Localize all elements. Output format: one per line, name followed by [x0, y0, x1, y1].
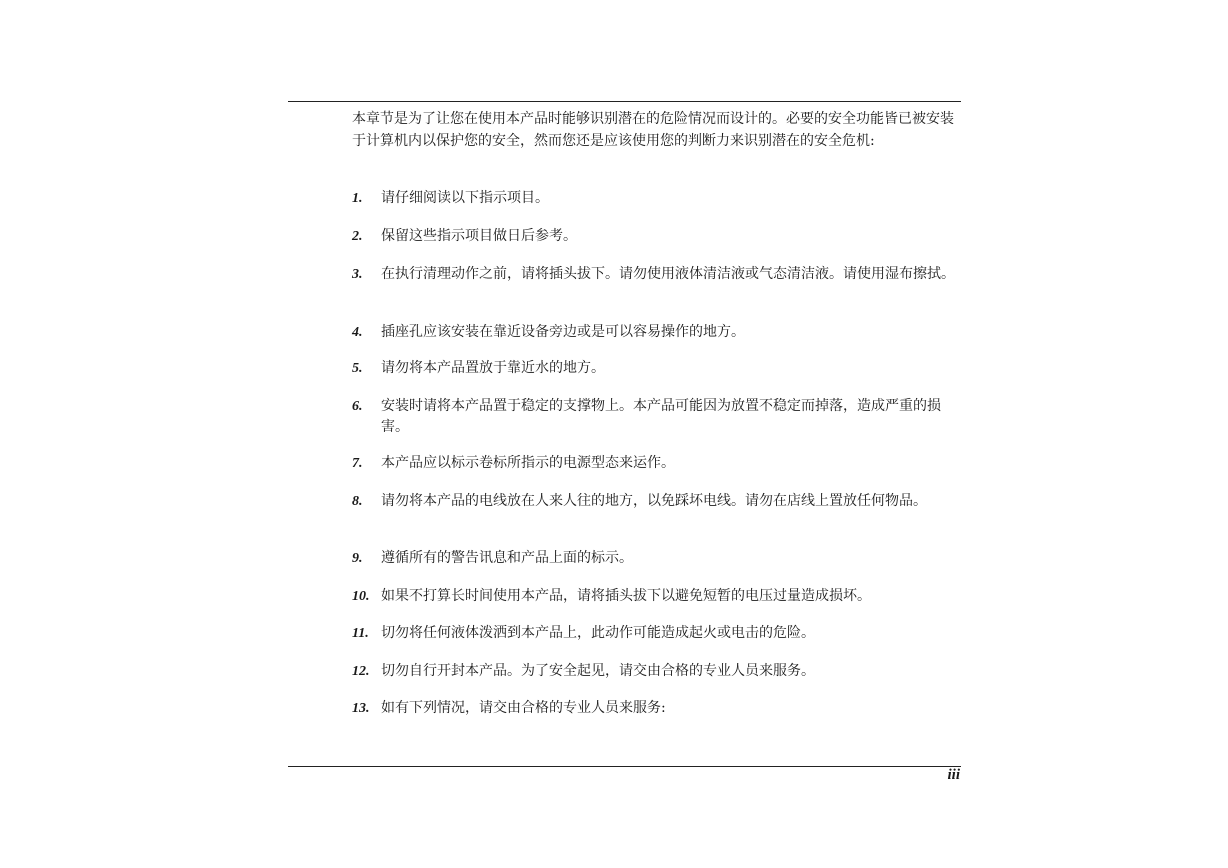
footer-rule — [288, 766, 961, 767]
list-item-4 — [352, 322, 962, 343]
item-text: 请勿将本产品置放于靠近水的地方。 — [381, 360, 605, 376]
header-rule — [288, 101, 961, 102]
list-item-13 — [352, 698, 962, 719]
intro-paragraph: 本章节是为了让您在使用本产品时能够识别潜在的危险情况而设计的。必要的安全功能皆已被安装于计算机内以保护您的安全，然而您还是应该使用您的判断力来识别潜在的安全危机: — [352, 111, 954, 149]
item-number: 7. — [352, 456, 363, 471]
item-number: 4. — [352, 325, 363, 340]
list-item-7 — [352, 453, 962, 474]
item-text: 安装时请将本产品置于稳定的支撑物上。本产品可能因为放置不稳定而掉落，造成严重的损害。 — [381, 398, 941, 435]
list-item-2 — [352, 226, 962, 247]
list-item-12 — [352, 661, 962, 682]
item-number: 5. — [352, 361, 363, 376]
item-number: 10. — [352, 589, 370, 604]
item-text: 请仔细阅读以下指示项目。 — [381, 190, 549, 206]
item-number: 13. — [352, 701, 370, 716]
item-text: 在执行清理动作之前，请将插头拔下。请勿使用液体清洁液或气态清洁液。请使用湿布擦拭。 — [381, 266, 955, 282]
page-number: iii — [947, 767, 960, 783]
item-text: 切勿将任何液体泼洒到本产品上，此动作可能造成起火或电击的危险。 — [381, 625, 815, 641]
item-text: 如果不打算长时间使用本产品，请将插头拔下以避免短暂的电压过量造成损坏。 — [381, 588, 871, 604]
list-item-5 — [352, 358, 962, 379]
item-text: 请勿将本产品的电线放在人来人往的地方，以免踩坏电线。请勿在店线上置放任何物品。 — [381, 493, 927, 509]
item-text: 保留这些指示项目做日后参考。 — [381, 228, 577, 244]
item-number: 9. — [352, 551, 363, 566]
list-item-8 — [352, 491, 962, 512]
list-item-11 — [352, 623, 962, 644]
item-number: 3. — [352, 267, 363, 282]
item-text: 本产品应以标示卷标所指示的电源型态来运作。 — [381, 455, 675, 471]
item-text: 如有下列情况，请交由合格的专业人员来服务: — [381, 700, 666, 716]
item-number: 6. — [352, 399, 363, 414]
item-number: 1. — [352, 191, 363, 206]
list-item-3 — [352, 264, 962, 285]
list-item-9 — [352, 548, 962, 569]
item-number: 2. — [352, 229, 363, 244]
item-number: 12. — [352, 664, 370, 679]
item-text: 切勿自行开封本产品。为了安全起见，请交由合格的专业人员来服务。 — [381, 663, 815, 679]
list-item-6 — [352, 396, 962, 438]
item-text: 遵循所有的警告讯息和产品上面的标示。 — [381, 550, 633, 566]
item-text: 插座孔应该安装在靠近设备旁边或是可以容易操作的地方。 — [381, 324, 745, 340]
item-number: 11. — [352, 626, 369, 641]
list-item-1 — [352, 188, 962, 209]
list-item-10 — [352, 586, 962, 607]
item-number: 8. — [352, 494, 363, 509]
